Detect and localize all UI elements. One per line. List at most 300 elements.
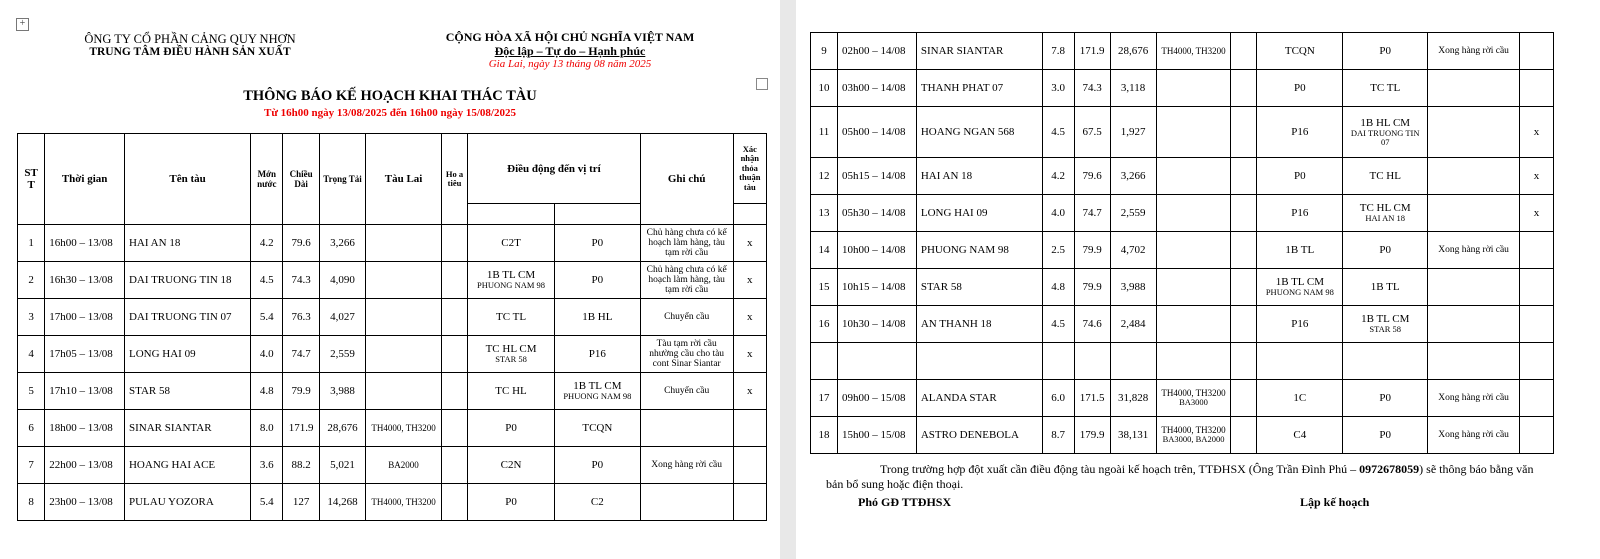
table-row (811, 417, 1554, 454)
row-move-from-line1: TC HL CM (485, 343, 537, 356)
row-length: 79.9 (283, 373, 319, 410)
row-number: 15 (811, 269, 838, 306)
row-move-to-line1: 1B HL (582, 311, 613, 323)
table-row (811, 195, 1554, 232)
row-tug: TH4000, TH3200 (366, 410, 442, 447)
row-time: 09h00 – 15/08 (837, 380, 916, 417)
document-title: THÔNG BÁO KẾ HOẠCH KHAI THÁC TÀU (243, 88, 537, 104)
row-length: 179.9 (1074, 417, 1110, 454)
row-tug (366, 299, 442, 336)
row-tonnage: 3,266 (319, 225, 365, 262)
row-confirm (1519, 417, 1553, 454)
row-move-from (1257, 70, 1343, 107)
row-move-from (468, 336, 555, 373)
row-move-to (554, 262, 640, 299)
col-tonnage: Trọng Tải (319, 134, 365, 225)
row-pilot (441, 373, 467, 410)
table-row (811, 70, 1554, 107)
row-tonnage: 3,266 (1110, 158, 1156, 195)
row-length: 74.6 (1074, 306, 1110, 343)
row-move-to-line1: P0 (591, 237, 604, 249)
row-confirm (1519, 343, 1553, 380)
row-pilot (441, 299, 467, 336)
document-page-1 (0, 0, 780, 559)
row-tonnage: 38,131 (1110, 417, 1156, 454)
table-row (811, 232, 1554, 269)
row-ship: STAR 58 (916, 269, 1042, 306)
row-move-from-line1: C2N (500, 459, 522, 471)
place-date: Gia Lai, ngày 13 tháng 08 năm 2025 (488, 58, 652, 70)
table-row (811, 269, 1554, 306)
row-draft: 7.8 (1042, 33, 1074, 70)
row-move-to-line1: 1B HL CM (1360, 116, 1411, 129)
row-ship: STAR 58 (124, 373, 250, 410)
row-tug (1156, 417, 1231, 454)
row-move-to (554, 373, 640, 410)
row-ship: HOANG NGAN 568 (916, 107, 1042, 158)
row-move-from-line1: P0 (505, 422, 517, 434)
row-confirm (1519, 269, 1553, 306)
row-move-to-line1: 1B TL CM (1361, 313, 1410, 326)
row-draft (1042, 343, 1074, 380)
row-time (837, 343, 916, 380)
row-tonnage: 3,988 (319, 373, 365, 410)
row-ship: HOANG HAI ACE (124, 447, 250, 484)
row-number: 10 (811, 70, 838, 107)
col-time: Thời gian (45, 134, 125, 225)
row-number: 6 (18, 410, 45, 447)
row-number: 2 (18, 262, 45, 299)
row-note (1428, 158, 1520, 195)
row-ship: LONG HAI 09 (124, 336, 250, 373)
row-time: 16h00 – 13/08 (45, 225, 125, 262)
row-move-to-line1: TCQN (582, 422, 613, 434)
col-ship: Tên tàu (124, 134, 250, 225)
table-row (18, 373, 767, 410)
row-move-to-line1: 1B TL (1370, 281, 1400, 293)
row-time: 10h15 – 14/08 (837, 269, 916, 306)
row-ship: DAI TRUONG TIN 07 (124, 299, 250, 336)
row-move-from-line1: P16 (1291, 318, 1309, 330)
row-pilot (1231, 232, 1257, 269)
row-length: 171.9 (1074, 33, 1110, 70)
row-ship (916, 343, 1042, 380)
row-move-from-line1: TCQN (1284, 45, 1315, 57)
row-draft: 8.0 (251, 410, 283, 447)
document-page-2 (796, 0, 1600, 559)
row-note: Chủ hàng chưa có kế hoạch làm hàng, tàu tạm rời cầu (640, 225, 733, 262)
row-pilot (1231, 343, 1257, 380)
row-move-from-line1: P0 (505, 496, 517, 508)
row-draft: 4.8 (1042, 269, 1074, 306)
row-time: 05h00 – 14/08 (837, 107, 916, 158)
row-tug (1156, 380, 1231, 417)
row-move-from (1257, 33, 1343, 70)
row-move-from (1257, 380, 1343, 417)
row-length: 127 (283, 484, 319, 521)
table-move-handle-icon[interactable]: + (16, 18, 29, 31)
table-row (18, 336, 767, 373)
row-number: 18 (811, 417, 838, 454)
row-move-to (1343, 417, 1428, 454)
row-pilot (1231, 380, 1257, 417)
row-move-from-line1: TC HL (495, 385, 527, 397)
row-number: 3 (18, 299, 45, 336)
row-confirm (1519, 306, 1553, 343)
row-number: 11 (811, 107, 838, 158)
row-move-from-line1: P16 (1291, 126, 1309, 138)
row-move-to-line2: HAI AN 18 (1365, 213, 1406, 224)
row-move-from (468, 225, 555, 262)
col-pilot: Ho a tiêu (441, 134, 467, 225)
row-length: 74.3 (1074, 70, 1110, 107)
row-draft: 4.5 (1042, 306, 1074, 343)
row-confirm: x (733, 373, 766, 410)
row-tonnage: 28,676 (1110, 33, 1156, 70)
row-length: 79.6 (283, 225, 319, 262)
table-row (811, 380, 1554, 417)
schedule-table-2 (810, 32, 1554, 454)
row-ship: PHUONG NAM 98 (916, 232, 1042, 269)
row-length: 79.9 (1074, 232, 1110, 269)
row-move-from-line2: PHUONG NAM 98 (477, 280, 546, 291)
row-time: 23h00 – 13/08 (45, 484, 125, 521)
row-confirm (733, 447, 766, 484)
row-number: 1 (18, 225, 45, 262)
col-confirm: Xác nhận thỏa thuận tàu (733, 134, 766, 204)
row-number: 17 (811, 380, 838, 417)
row-note: Xong hàng rời cầu (640, 447, 733, 484)
row-note: Tàu tạm rời cầu nhường cầu cho tàu cont Sinar Siantar (640, 336, 733, 373)
row-length: 74.7 (283, 336, 319, 373)
row-move-to (1343, 158, 1428, 195)
row-note: Xong hàng rời cầu (1428, 33, 1520, 70)
col-stt: ST T (18, 134, 45, 225)
row-move-from (1257, 232, 1343, 269)
row-length (1074, 343, 1110, 380)
row-ship: THANH PHAT 07 (916, 70, 1042, 107)
row-number: 7 (18, 447, 45, 484)
row-move-to (1343, 269, 1428, 306)
row-number: 4 (18, 336, 45, 373)
row-time: 17h00 – 13/08 (45, 299, 125, 336)
row-move-to-line1: P0 (1379, 45, 1392, 57)
row-pilot (441, 225, 467, 262)
row-move-to (1343, 380, 1428, 417)
row-tug (1156, 232, 1231, 269)
row-pilot (441, 484, 467, 521)
row-time: 16h30 – 13/08 (45, 262, 125, 299)
row-move-from-line2: STAR 58 (495, 354, 527, 365)
row-ship: PULAU YOZORA (124, 484, 250, 521)
row-move-from (1257, 195, 1343, 232)
row-move-from-line1: P0 (1294, 170, 1306, 182)
row-number (811, 343, 838, 380)
company-name: ÔNG TY CỔ PHẦN CẢNG QUY NHƠN (84, 32, 296, 46)
row-number: 14 (811, 232, 838, 269)
row-move-to-line1: P16 (588, 348, 606, 360)
row-confirm: x (733, 262, 766, 299)
row-length: 171.5 (1074, 380, 1110, 417)
row-draft: 3.0 (1042, 70, 1074, 107)
row-move-from-line1: 1C (1293, 392, 1307, 404)
row-move-to-line2: PHUONG NAM 98 (563, 391, 632, 402)
row-ship: HAI AN 18 (916, 158, 1042, 195)
row-move-to-line1: P0 (591, 274, 604, 286)
table-row (18, 484, 767, 521)
row-number: 5 (18, 373, 45, 410)
footer-phone: 0972678059 (1359, 462, 1420, 476)
row-confirm (1519, 232, 1553, 269)
col-move-from (468, 204, 555, 225)
table-row (811, 158, 1554, 195)
document-subtitle: Từ 16h00 ngày 13/08/2025 đến 16h00 ngày 15/08/2025 (263, 107, 516, 119)
row-confirm (1519, 33, 1553, 70)
row-time: 03h00 – 14/08 (837, 70, 916, 107)
row-length: 76.3 (283, 299, 319, 336)
row-move-from (468, 447, 555, 484)
row-tonnage: 28,676 (319, 410, 365, 447)
footer-note (826, 462, 1546, 492)
row-tonnage: 31,828 (1110, 380, 1156, 417)
row-length: 88.2 (283, 447, 319, 484)
schedule-table-1 (17, 133, 767, 521)
row-pilot (1231, 195, 1257, 232)
row-move-from-line1: P0 (1294, 82, 1306, 94)
department-name: TRUNG TÂM ĐIỀU HÀNH SẢN XUẤT (89, 46, 291, 58)
row-length: 79.9 (1074, 269, 1110, 306)
row-tug-line2: BA3000 (1179, 397, 1208, 408)
row-confirm (733, 410, 766, 447)
row-tonnage: 2,559 (319, 336, 365, 373)
row-ship: AN THANH 18 (916, 306, 1042, 343)
row-move-from (1257, 107, 1343, 158)
table-row (811, 343, 1554, 380)
row-note (640, 484, 733, 521)
row-move-to (1343, 232, 1428, 269)
row-pilot (1231, 33, 1257, 70)
row-move-from (468, 373, 555, 410)
row-move-to (1343, 107, 1428, 158)
row-pilot (1231, 107, 1257, 158)
row-tug (1156, 107, 1231, 158)
row-pilot (441, 447, 467, 484)
row-move-to-line1: C2 (590, 496, 604, 508)
row-tonnage (1110, 343, 1156, 380)
row-note (640, 410, 733, 447)
row-confirm: x (1519, 158, 1553, 195)
row-draft: 5.4 (251, 484, 283, 521)
row-move-from-line1: 1B TL (1285, 244, 1315, 256)
row-move-from (1257, 269, 1343, 306)
row-tug (1156, 70, 1231, 107)
row-tonnage: 3,118 (1110, 70, 1156, 107)
row-number: 8 (18, 484, 45, 521)
row-move-from (1257, 306, 1343, 343)
row-move-from (468, 262, 555, 299)
row-move-to (554, 410, 640, 447)
table-row (811, 107, 1554, 158)
row-tonnage: 4,702 (1110, 232, 1156, 269)
row-tonnage: 3,988 (1110, 269, 1156, 306)
row-time: 10h00 – 14/08 (837, 232, 916, 269)
row-pilot (1231, 306, 1257, 343)
row-move-from-line1: 1B TL CM (486, 269, 536, 282)
row-tonnage: 4,027 (319, 299, 365, 336)
row-draft: 3.6 (251, 447, 283, 484)
row-tug (1156, 33, 1231, 70)
row-move-to-line1: P0 (1379, 244, 1392, 256)
row-move-to (554, 225, 640, 262)
row-move-to-line2: STAR 58 (1369, 324, 1402, 335)
col-move: Điều động đến vị trí (468, 134, 641, 204)
table-row (811, 33, 1554, 70)
row-confirm: x (1519, 107, 1553, 158)
signature-left: Phó GĐ TTĐHSX (858, 495, 952, 509)
row-tug: TH4000, TH3200 (366, 484, 442, 521)
row-pilot (1231, 269, 1257, 306)
row-time: 18h00 – 13/08 (45, 410, 125, 447)
table-row (18, 410, 767, 447)
row-move-to-line2: DAI TRUONG TIN (1350, 127, 1420, 138)
row-note (1428, 107, 1520, 158)
row-confirm: x (733, 336, 766, 373)
row-tonnage: 2,484 (1110, 306, 1156, 343)
row-time: 17h10 – 13/08 (45, 373, 125, 410)
row-pilot (441, 336, 467, 373)
row-pilot (441, 410, 467, 447)
row-move-to (1343, 343, 1428, 380)
row-tonnage: 4,090 (319, 262, 365, 299)
col-confirm-sub (733, 204, 766, 225)
row-tonnage: 14,268 (319, 484, 365, 521)
row-time: 05h15 – 14/08 (837, 158, 916, 195)
row-length: 74.3 (283, 262, 319, 299)
row-draft: 4.5 (251, 262, 283, 299)
row-number: 16 (811, 306, 838, 343)
row-move-to (1343, 195, 1428, 232)
row-length: 74.7 (1074, 195, 1110, 232)
row-time: 05h30 – 14/08 (837, 195, 916, 232)
row-confirm: x (733, 225, 766, 262)
row-move-from-line1: TC TL (496, 311, 527, 323)
row-length: 67.5 (1074, 107, 1110, 158)
row-move-from (1257, 343, 1343, 380)
row-ship: SINAR SIANTAR (916, 33, 1042, 70)
row-ship: SINAR SIANTAR (124, 410, 250, 447)
row-tug-line1: TH4000, TH3200 (1161, 46, 1226, 56)
row-number: 13 (811, 195, 838, 232)
row-number: 9 (811, 33, 838, 70)
row-move-from-line1: 1B TL CM (1275, 276, 1324, 289)
row-ship: ALANDA STAR (916, 380, 1042, 417)
row-move-to (1343, 33, 1428, 70)
col-length: Chiều Dài (283, 134, 319, 225)
row-draft: 2.5 (1042, 232, 1074, 269)
row-note: Chủ hàng chưa có kế hoạch làm hàng, tàu tạm rời cầu (640, 262, 733, 299)
row-draft: 4.0 (1042, 195, 1074, 232)
row-length: 171.9 (283, 410, 319, 447)
row-move-from-line1: C2T (501, 237, 521, 249)
table-row (811, 306, 1554, 343)
row-confirm (1519, 380, 1553, 417)
row-time: 17h05 – 13/08 (45, 336, 125, 373)
row-tug (366, 225, 442, 262)
row-move-from-line1: C4 (1293, 429, 1307, 441)
col-tug: Tàu Lai (366, 134, 442, 225)
row-move-from (468, 299, 555, 336)
row-move-to (554, 447, 640, 484)
row-note (1428, 269, 1520, 306)
row-move-to-line1: P0 (1379, 392, 1392, 404)
row-pilot (1231, 158, 1257, 195)
row-tonnage: 2,559 (1110, 195, 1156, 232)
row-pilot (1231, 70, 1257, 107)
row-confirm: x (1519, 195, 1553, 232)
row-note: Xong hàng rời cầu (1428, 232, 1520, 269)
row-draft: 8.7 (1042, 417, 1074, 454)
row-move-to-line1: TC HL (1369, 170, 1401, 182)
row-move-to (1343, 70, 1428, 107)
row-note (1428, 70, 1520, 107)
row-draft: 4.2 (1042, 158, 1074, 195)
row-tug-line2: BA3000, BA2000 (1162, 434, 1225, 445)
table-row (18, 299, 767, 336)
footer-text-a: Trong trường hợp đột xuất cần điều động tàu ngoài kế hoạch trên, TTĐHSX (Ông Trần Đình Phú – (880, 462, 1360, 476)
motto: Độc lập – Tự do – Hạnh phúc (494, 44, 646, 58)
row-move-to-line3: 07 (1380, 137, 1390, 147)
row-note (1428, 306, 1520, 343)
row-note (1428, 195, 1520, 232)
row-note: Chuyển cầu (640, 373, 733, 410)
row-time: 02h00 – 14/08 (837, 33, 916, 70)
row-tug (366, 373, 442, 410)
row-confirm: x (733, 299, 766, 336)
row-tug-line1: TH4000, TH3200 (1161, 425, 1226, 436)
row-tug (1156, 158, 1231, 195)
row-time: 22h00 – 13/08 (45, 447, 125, 484)
row-ship: DAI TRUONG TIN 18 (124, 262, 250, 299)
row-ship: LONG HAI 09 (916, 195, 1042, 232)
row-draft: 4.8 (251, 373, 283, 410)
row-move-to (554, 484, 640, 521)
table-row (18, 225, 767, 262)
footer-text-b: ) sẽ thông báo bằng văn bản bổ sung hoặc điện thoại. (826, 462, 1534, 491)
col-move-to (554, 204, 640, 225)
row-tonnage: 5,021 (319, 447, 365, 484)
row-time: 10h30 – 14/08 (837, 306, 916, 343)
row-move-to (1343, 306, 1428, 343)
row-draft: 4.2 (251, 225, 283, 262)
row-move-to (554, 299, 640, 336)
row-move-to-line1: P0 (1379, 429, 1392, 441)
row-move-to-line1: P0 (591, 459, 604, 471)
row-move-from-line1: P16 (1291, 207, 1309, 219)
row-tug (1156, 343, 1231, 380)
col-note: Ghi chú (640, 134, 733, 225)
table-row (18, 262, 767, 299)
row-tug (1156, 306, 1231, 343)
row-tonnage: 1,927 (1110, 107, 1156, 158)
row-pilot (1231, 417, 1257, 454)
row-move-from (468, 484, 555, 521)
row-number: 12 (811, 158, 838, 195)
row-note: Chuyển cầu (640, 299, 733, 336)
row-move-from (1257, 417, 1343, 454)
row-move-from (468, 410, 555, 447)
row-draft: 5.4 (251, 299, 283, 336)
row-move-to-line1: TC TL (1370, 82, 1401, 94)
